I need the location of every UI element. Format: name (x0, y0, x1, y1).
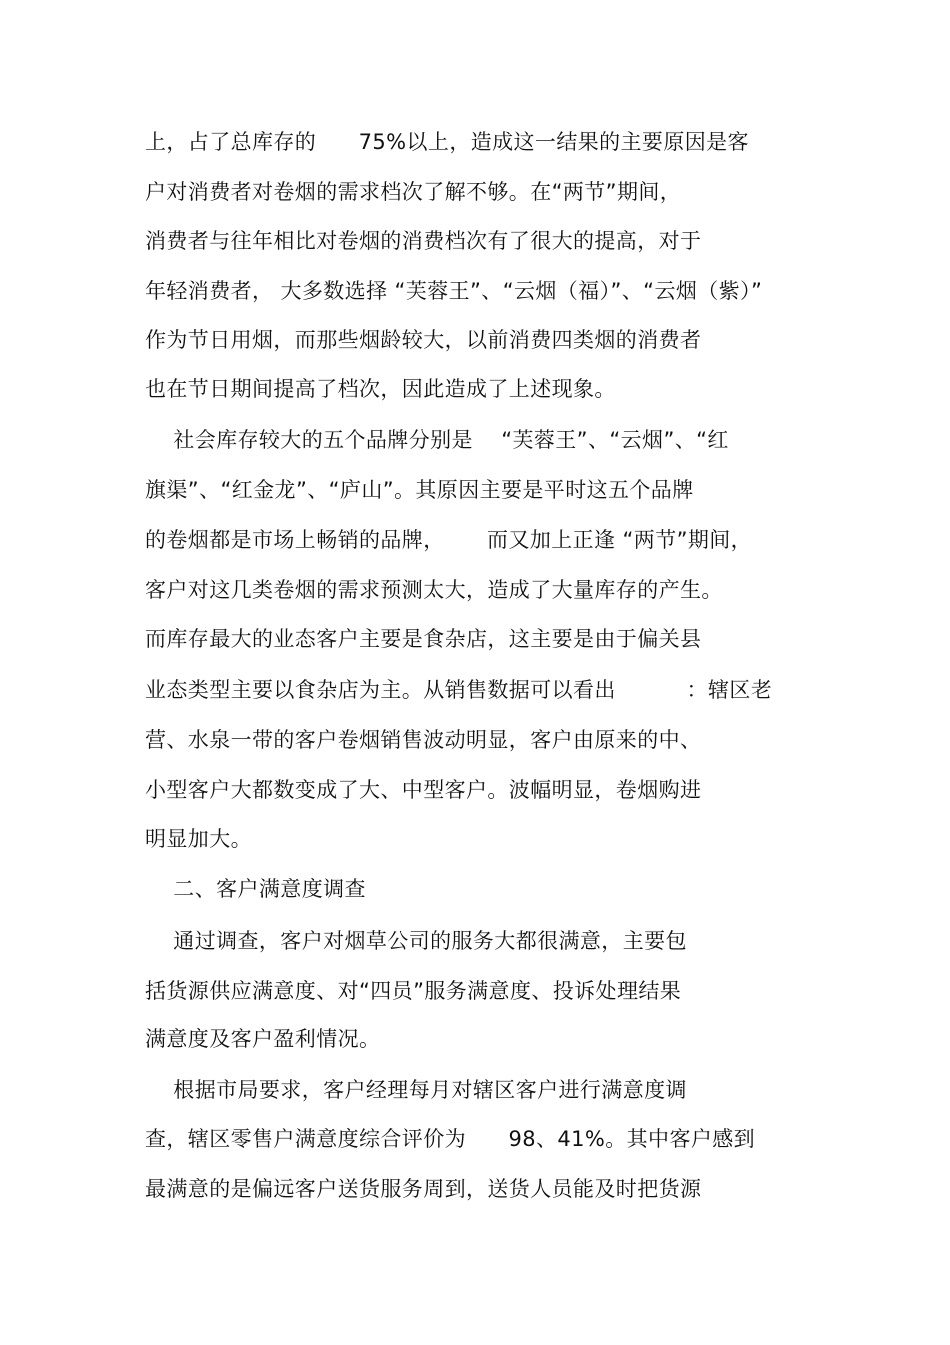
text-line: 也在节日期间提高了档次，因此造成了上述现象。 (145, 377, 616, 401)
text-line: 明显加大。 (145, 827, 252, 851)
text-line: 的卷烟都是市场上畅销的品牌， 而又加上正逢 “两节”期间， (145, 528, 753, 552)
text-line: 营、水泉一带的客户卷烟销售波动明显，客户由原来的中、 (145, 728, 702, 752)
text-line: 作为节日用烟，而那些烟龄较大，以前消费四类烟的消费者 (145, 328, 702, 352)
text-line: 而库存最大的业态客户主要是食杂店，这主要是由于偏关县 (145, 627, 702, 651)
text-line: 小型客户大都数变成了大、中型客户。波幅明显，卷烟购进 (145, 778, 702, 802)
text-line: 最满意的是偏远客户送货服务周到，送货人员能及时把货源 (145, 1177, 702, 1201)
text-line: 括货源供应满意度、对“四员”服务满意度、投诉处理结果 (145, 979, 682, 1003)
text-line: 客户对这几类卷烟的需求预测太大，造成了大量库存的产生。 (145, 578, 723, 602)
text-line: 户对消费者对卷烟的需求档次了解不够。在“两节”期间， (145, 180, 682, 204)
text-line: 通过调查，客户对烟草公司的服务大都很满意，主要包 (145, 929, 687, 953)
text-line: 满意度及客户盈利情况。 (145, 1027, 381, 1051)
section-heading: 二、客户满意度调查 (145, 877, 366, 901)
text-line: 消费者与往年相比对卷烟的消费档次有了很大的提高，对于 (145, 229, 702, 253)
text-line: 旗渠”、“红金龙”、“庐山”。其原因主要是平时这五个品牌 (145, 478, 694, 502)
text-line: 业态类型主要以食杂店为主。从销售数据可以看出 ：辖区老 (145, 678, 773, 702)
text-line: 查，辖区零售户满意度综合评价为 98、41%。其中客户感到 (145, 1127, 756, 1151)
text-line: 上，占了总库存的 75%以上，造成这一结果的主要原因是客 (145, 130, 749, 154)
text-line: 根据市局要求，客户经理每月对辖区客户进行满意度调 (145, 1078, 687, 1102)
text-line: 社会库存较大的五个品牌分别是 “芙蓉王”、“云烟”、“红 (145, 428, 729, 452)
text-line: 年轻消费者， 大多数选择 “芙蓉王”、“云烟（福）”、“云烟（紫）” (145, 279, 763, 303)
